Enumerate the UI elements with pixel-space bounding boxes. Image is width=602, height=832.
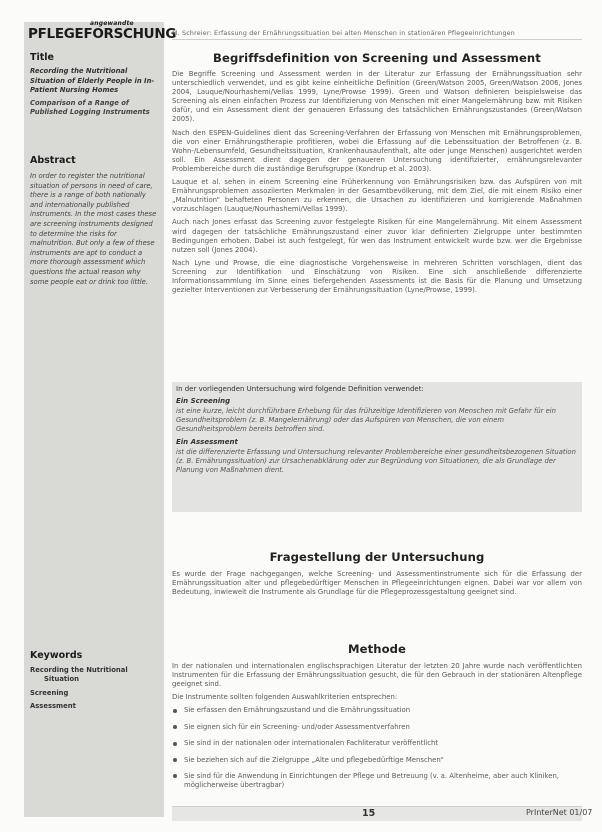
journal-logo: [28, 20, 177, 42]
section-method: [172, 642, 582, 797]
sidebar-title-block: [30, 52, 160, 118]
definition-term: Ein Assessment: [176, 438, 238, 446]
page-footer: [172, 806, 582, 821]
sidebar-title-heading: Title: [30, 52, 54, 63]
page-number: 15: [362, 808, 376, 819]
list-item: Sie erfassen den Ernährungszustand und die Ernährungssituation: [172, 706, 582, 715]
body-paragraph: Nach Lyne und Prowse, die eine diagnostische Vorgehensweise in mehreren Schritten vorschlagen, dient das Screening zur Identifikation und Einschätzung von Risiken. Eine sich anschließende differenzierte Informationssammlung im Sinne eines tiefergehenden Assessments ist die Basis für die Planung und Umsetzung gezielter Interventionen zur Verbesserung der Ernährungssituation (Lyne/Prowse, 1999).: [172, 258, 582, 295]
body-paragraph: Auch nach Jones erfasst das Screening zuvor festgelegte Risiken für eine Mangelernährung. Mit einem Assessment wird dagegen der tatsächliche Ernährungszustand einer zuvor klar definierten Zielgruppe unter bestimmten Bedingungen erhoben. Dabei ist auch festgelegt, für wen das Instrument entwickelt wurde bzw. wer die Ergebnisse nutzen soll (Jones 2004).: [172, 218, 582, 254]
definition-text: ist die differenzierte Erfassung und Untersuchung relevanter Problembereiche einer gesundheitsbezogenen Situation (z. B. Ernährungssituation) zur Ursachenabklärung oder zur Begründung von Situationen, die als Grundlage der Planung von Maßnahmen dient.: [176, 448, 576, 474]
definition-text: ist eine kurze, leicht durchführbare Erhebung für das frühzeitige Identifizieren von Menschen mit Gefahr für ein Gesundheitsproblem (z. B. Mangelernährung) oder das Aufspüren von Menschen, die von einem Gesundheitsproblem bereits betroffen sind.: [176, 407, 556, 433]
keyword-item: Screening: [30, 688, 69, 697]
section-question: [172, 550, 582, 601]
logo-text: PFLEGEFORSCHUNG: [28, 26, 177, 42]
list-item: Sie eignen sich für ein Screening- und/oder Assessmentverfahren: [172, 723, 582, 732]
section-heading: Begriffsdefinition von Screening und Assessment: [213, 51, 541, 65]
section-definition: [172, 51, 582, 299]
definition-intro: In der vorliegenden Untersuchung wird folgende Definition verwendet:: [176, 385, 424, 393]
criteria-list: [172, 706, 582, 790]
list-item: Sie sind für die Anwendung in Einrichtungen der Pflege und Betreuung (v. a. Altenheime, aber auch Kliniken, möglicherweise übertragbar): [172, 772, 582, 790]
list-item: Sie beziehen sich auf die Zielgruppe „Alte und pflegebedürftige Menschen“: [172, 756, 582, 765]
section-heading: Methode: [347, 642, 407, 656]
sidebar-abstract-heading: Abstract: [30, 155, 76, 166]
sidebar-abstract-block: [30, 155, 160, 287]
keyword-item: Assessment: [30, 702, 76, 711]
body-paragraph: Es wurde der Frage nachgegangen, welche Screening- und Assessmentinstrumente sich für die Erfassung der Ernährungssituation alter und pflegebedürftiger Menschen in Pflegeeinrichtungen eignen. Dabei war vor allem von Bedeutung, inwieweit die Instrumente als Grundlage für die Pflegeprozessgestaltung geeignet sind.: [172, 570, 582, 597]
definition-box-content: [176, 385, 576, 479]
list-item: Sie sind in der nationalen oder internationalen Fachliteratur veröffentlicht: [172, 739, 582, 748]
definition-term: Ein Screening: [176, 397, 231, 405]
sidebar-keywords-block: [30, 650, 160, 716]
sidebar-abstract-text: In order to register the nutritional situation of persons in need of care, there is a range of both nationally and internationally published instruments. In the most cases these are screening instruments designed to determine the risks for malnutrition. But only a few of these instruments are apt to conduct a more thorough assessment which questions the actual reason why some people eat or drink too little.: [30, 172, 157, 286]
body-paragraph: In der nationalen und internationalen englischsprachigen Literatur der letzten 20 Jahre wurde nach veröffentlichten Instrumenten für die Erfassung der Ernährungssituation gesucht, die für den Gebrauch in der stationären Altenpflege geeignet sind.: [172, 662, 582, 689]
journal-issue: PrInterNet 01/07: [526, 808, 593, 817]
body-paragraph: Nach den ESPEN-Guidelines dient das Screening-Verfahren der Erfassung von Menschen mit Ernährungsproblemen, die von einer Ernährungstherapie profitieren, wobei die Erfassung auf die Lebenssituation der Betroffenen (z. B. Wohn-/Lebensumfeld, Gesundheitssituation, Krankenhausaufenthalt, alte oder junge Menschen) ausgerichtet werden soll. Ein Assessment dient dagegen der genaueren Untersuchung identifizierter, ernährungsrelevanter Problembereiche durch die zuständige Berufsgruppe (Kondrup et al. 2003).: [172, 128, 582, 173]
body-paragraph: Lauque et al. sehen in einem Screening eine Früherkennung von Ernährungsrisiken bzw. das Aufspüren von mit Ernährungsproblemen assoziierten Merkmalen in der Gesamtbevölkerung, mit dem Ziel, die mit einem Risiko einer „Malnutrition“ behafteten Personen zu erkennen, die Ursachen zu identifizieren und korrigierende Maßnahmen vorzuschlagen (Lauque/Nourhashemi/Vellas 1999).: [172, 178, 582, 214]
body-paragraph: Die Begriffe Screening und Assessment werden in der Literatur zur Erfassung der Ernährungssituation sehr unterschiedlich verwendet, und es gibt keine einheitliche Definition (Green/Watson 2005, Green/Watson 2006, Jones 2004, Lauque/Nourhashemi/Vellas 1999, Lyne/Prowse 1999). Green und Watson definieren beispielsweise das Screening als einen einfachen Prozess zur Identifizierung von Menschen mit einer Mangelernährung bzw. mit Risiken dafür, und ein Assessment dient der genaueren Erfassung des tatsächlichen Ernährungszustandes (Green/Watson 2005).: [172, 70, 582, 124]
sidebar-english-title: Recording the Nutritional Situation of Elderly People in In-Patient Nursing Homes: [30, 67, 155, 95]
keyword-item: Recording the Nutritional Situation: [30, 666, 128, 684]
sidebar-english-subtitle: Comparison of a Range of Published Logging Instruments: [30, 98, 150, 117]
sidebar-keywords-heading: Keywords: [30, 650, 83, 661]
logo-superscript: angewandte: [90, 20, 134, 27]
body-paragraph: Die Instrumente sollten folgenden Auswahlkriterien entsprechen:: [172, 693, 398, 702]
running-head: M. Schreier: Erfassung der Ernährungssituation bei alten Menschen in stationären Pflegeeinrichtungen: [172, 30, 582, 40]
section-heading: Fragestellung der Untersuchung: [269, 550, 485, 564]
